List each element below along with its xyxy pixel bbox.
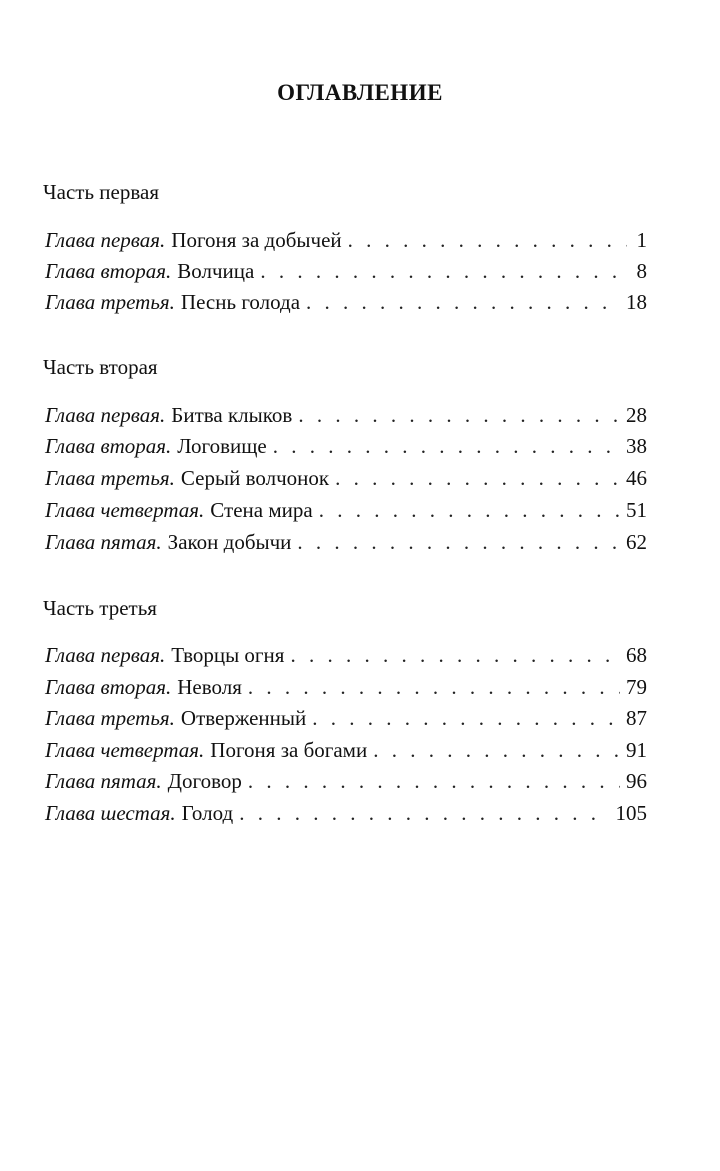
toc-entry <box>45 675 647 705</box>
toc-entry <box>45 290 647 320</box>
dot-leader <box>373 738 620 763</box>
page-number: 87 <box>626 706 647 730</box>
page-number: 105 <box>615 801 647 825</box>
toc-entry <box>45 738 647 768</box>
chapter-number: Глава четвертая. <box>45 498 205 522</box>
toc-entry <box>45 466 647 496</box>
dot-leader <box>312 706 620 731</box>
chapter-title: Договор <box>167 769 242 793</box>
page-title: ОГЛАВЛЕНИЕ <box>277 80 443 105</box>
toc-entry <box>45 498 647 528</box>
chapter-number: Глава пятая. <box>45 530 162 554</box>
dot-leader <box>319 498 620 523</box>
chapter-title: Битва клыков <box>171 403 293 427</box>
dot-leader <box>260 259 627 284</box>
chapter-number: Глава первая. <box>45 228 166 252</box>
chapter-number: Глава шестая. <box>45 801 176 825</box>
page-number: 62 <box>626 530 647 554</box>
toc-entry <box>45 228 647 258</box>
page-number: 91 <box>626 738 647 762</box>
dot-leader <box>306 290 620 315</box>
page-number: 68 <box>626 643 647 667</box>
chapter-title: Погоня за добычей <box>171 228 342 252</box>
dot-leader <box>298 403 620 428</box>
chapter-number: Глава первая. <box>45 643 166 667</box>
chapter-title: Закон добычи <box>167 530 292 554</box>
dot-leader <box>297 530 620 555</box>
toc-entry <box>45 259 647 289</box>
page-number: 28 <box>626 403 647 427</box>
dot-leader <box>348 228 627 253</box>
page-number: 38 <box>626 434 647 458</box>
chapter-number: Глава вторая. <box>45 434 172 458</box>
toc-entry <box>45 530 647 560</box>
chapter-number: Глава третья. <box>45 706 175 730</box>
chapter-number: Глава третья. <box>45 290 175 314</box>
page-number: 1 <box>636 228 647 252</box>
toc-entry <box>45 403 647 433</box>
part-heading: Часть первая <box>43 180 159 204</box>
chapter-title: Творцы огня <box>171 643 285 667</box>
page-number: 18 <box>626 290 647 314</box>
chapter-number: Глава пятая. <box>45 769 162 793</box>
part-heading: Часть вторая <box>43 355 158 379</box>
chapter-title: Отверженный <box>180 706 307 730</box>
toc-entry <box>45 643 647 673</box>
dot-leader <box>239 801 609 826</box>
chapter-number: Глава четвертая. <box>45 738 205 762</box>
toc-entry <box>45 769 647 799</box>
chapter-number: Глава первая. <box>45 403 166 427</box>
page-number: 51 <box>626 498 647 522</box>
chapter-title: Голод <box>181 801 234 825</box>
page-number: 8 <box>636 259 647 283</box>
dot-leader <box>335 466 620 491</box>
chapter-number: Глава третья. <box>45 466 175 490</box>
toc-entry <box>45 434 647 464</box>
page-number: 96 <box>626 769 647 793</box>
chapter-title: Логовище <box>177 434 267 458</box>
toc-entry <box>45 801 647 831</box>
chapter-title: Песнь голода <box>180 290 301 314</box>
dot-leader <box>290 643 620 668</box>
dot-leader <box>248 769 620 794</box>
chapter-number: Глава вторая. <box>45 259 172 283</box>
chapter-title: Серый волчонок <box>180 466 330 490</box>
toc-entry <box>45 706 647 736</box>
page-number: 46 <box>626 466 647 490</box>
chapter-number: Глава вторая. <box>45 675 172 699</box>
chapter-title: Погоня за богами <box>210 738 368 762</box>
dot-leader <box>273 434 620 459</box>
chapter-title: Волчица <box>177 259 255 283</box>
page-number: 79 <box>626 675 647 699</box>
chapter-title: Стена мира <box>210 498 313 522</box>
dot-leader <box>248 675 620 700</box>
part-heading: Часть третья <box>43 596 157 620</box>
chapter-title: Неволя <box>177 675 242 699</box>
